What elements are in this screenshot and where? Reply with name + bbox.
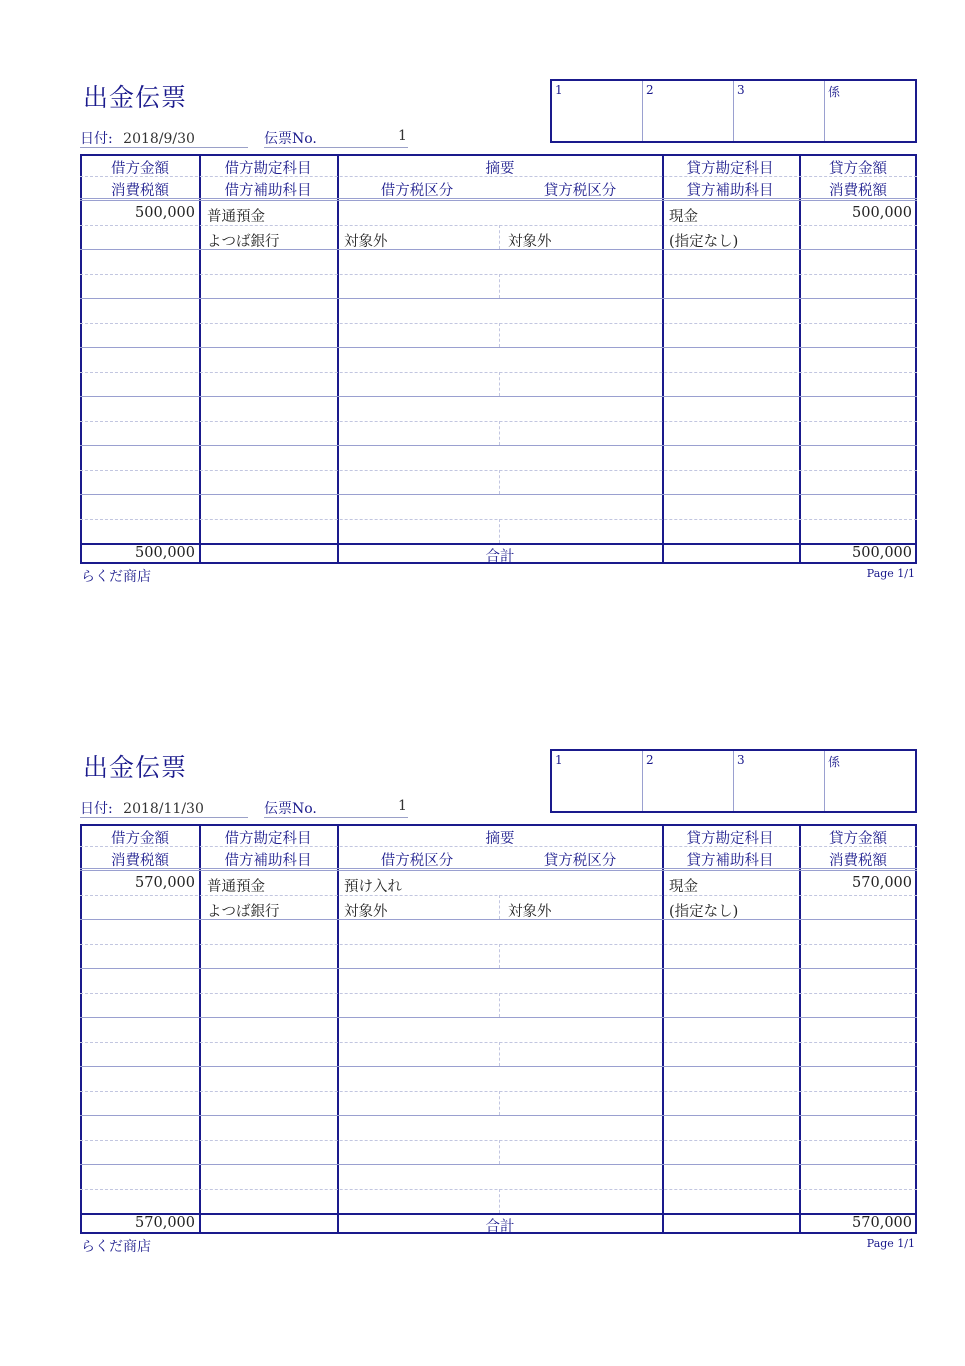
entry-credit-account: 現金 bbox=[669, 209, 698, 225]
date-field bbox=[80, 128, 195, 148]
entry-debit-tax-class: 対象外 bbox=[344, 904, 388, 920]
header-debit-tax-class: 借方税区分 bbox=[380, 853, 454, 869]
header-credit-account: 貸方勘定科目 bbox=[686, 161, 774, 177]
slip-number-value: 1 bbox=[398, 128, 407, 144]
header-debit-tax-class: 借方税区分 bbox=[380, 183, 454, 199]
stamp-cell-1: 1 bbox=[555, 83, 563, 97]
date-label: 日付: bbox=[80, 131, 113, 147]
entry-debit-tax-class: 対象外 bbox=[344, 234, 388, 250]
header-credit-tax: 消費税額 bbox=[829, 853, 887, 869]
header-summary: 摘要 bbox=[485, 831, 515, 847]
slip-title: 出金伝票 bbox=[83, 753, 188, 782]
date-field bbox=[80, 798, 204, 818]
page-number: Page 1/1 bbox=[866, 567, 915, 580]
entry-credit-account: 現金 bbox=[669, 879, 698, 895]
header-debit-account: 借方勘定科目 bbox=[224, 161, 312, 177]
approval-stamp-box bbox=[550, 749, 917, 813]
entry-summary: 預け入れ bbox=[344, 879, 402, 895]
total-label: 合計 bbox=[485, 1219, 515, 1235]
entry-credit-sub: (指定なし) bbox=[669, 234, 739, 250]
entry-credit-amount: 500,000 bbox=[852, 205, 912, 221]
slip-number-field bbox=[264, 798, 317, 818]
header-credit-sub: 貸方補助科目 bbox=[686, 853, 774, 869]
stamp-cell-3: 3 bbox=[733, 751, 824, 811]
date-value: 2018/11/30 bbox=[123, 801, 204, 817]
header-debit-amount: 借方金額 bbox=[111, 831, 169, 847]
company-name: らくだ商店 bbox=[81, 569, 151, 585]
header-debit-account: 借方勘定科目 bbox=[224, 831, 312, 847]
date-label: 日付: bbox=[80, 801, 113, 817]
stamp-cell-2: 2 bbox=[642, 751, 733, 811]
header-debit-sub: 借方補助科目 bbox=[224, 183, 312, 199]
total-debit: 500,000 bbox=[135, 545, 195, 561]
company-name: らくだ商店 bbox=[81, 1239, 151, 1255]
entry-credit-sub: (指定なし) bbox=[669, 904, 739, 920]
header-credit-amount: 貸方金額 bbox=[829, 161, 887, 177]
approval-stamp-box bbox=[550, 79, 917, 143]
entry-credit-tax-class: 対象外 bbox=[508, 904, 552, 920]
header-credit-tax: 消費税額 bbox=[829, 183, 887, 199]
header-tax: 消費税額 bbox=[111, 853, 169, 869]
entry-debit-account: 普通預金 bbox=[207, 209, 265, 225]
header-debit-sub: 借方補助科目 bbox=[224, 853, 312, 869]
header-debit-amount: 借方金額 bbox=[111, 161, 169, 177]
journal-table bbox=[80, 154, 917, 564]
date-value: 2018/9/30 bbox=[123, 131, 195, 147]
page-number: Page 1/1 bbox=[866, 1237, 915, 1250]
slip-number-field bbox=[264, 128, 317, 148]
header-summary: 摘要 bbox=[485, 161, 515, 177]
entry-debit-amount: 500,000 bbox=[135, 205, 195, 221]
voucher-slip-2 bbox=[0, 670, 965, 1270]
total-debit: 570,000 bbox=[135, 1215, 195, 1231]
stamp-cell-clerk: 係 bbox=[824, 751, 915, 811]
stamp-cell-2: 2 bbox=[642, 81, 733, 141]
header-credit-sub: 貸方補助科目 bbox=[686, 183, 774, 199]
voucher-slip-1 bbox=[0, 0, 965, 600]
slip-number-label: 伝票No. bbox=[264, 131, 317, 147]
slip-title: 出金伝票 bbox=[83, 83, 188, 112]
header-credit-account: 貸方勘定科目 bbox=[686, 831, 774, 847]
journal-table bbox=[80, 824, 917, 1234]
slip-number-label: 伝票No. bbox=[264, 801, 317, 817]
entry-credit-amount: 570,000 bbox=[852, 875, 912, 891]
slip-number-value: 1 bbox=[398, 798, 407, 814]
stamp-cell-clerk: 係 bbox=[824, 81, 915, 141]
entry-debit-sub: よつば銀行 bbox=[207, 904, 280, 920]
entry-credit-tax-class: 対象外 bbox=[508, 234, 552, 250]
total-credit: 570,000 bbox=[852, 1215, 912, 1231]
header-credit-tax-class: 貸方税区分 bbox=[543, 183, 617, 199]
entry-debit-amount: 570,000 bbox=[135, 875, 195, 891]
entry-debit-account: 普通預金 bbox=[207, 879, 265, 895]
header-tax: 消費税額 bbox=[111, 183, 169, 199]
entry-debit-sub: よつば銀行 bbox=[207, 234, 280, 250]
stamp-cell-1: 1 bbox=[555, 753, 563, 767]
header-credit-tax-class: 貸方税区分 bbox=[543, 853, 617, 869]
stamp-cell-3: 3 bbox=[733, 81, 824, 141]
total-label: 合計 bbox=[485, 549, 515, 565]
total-credit: 500,000 bbox=[852, 545, 912, 561]
header-credit-amount: 貸方金額 bbox=[829, 831, 887, 847]
